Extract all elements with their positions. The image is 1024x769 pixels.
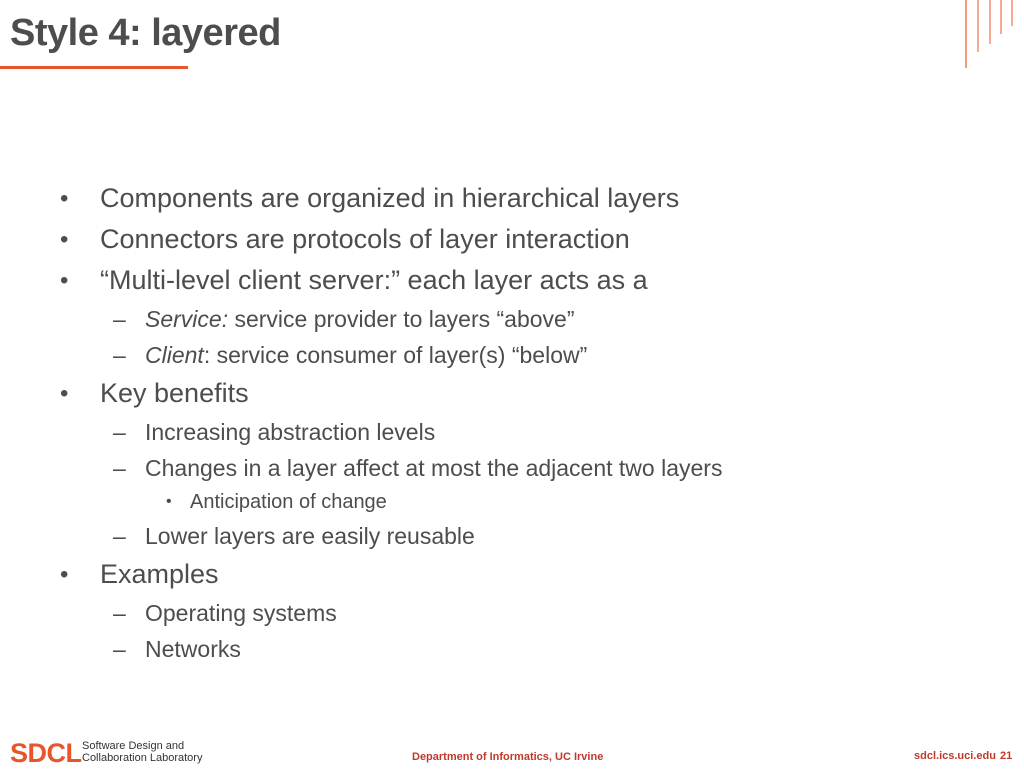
dash-marker: – (113, 419, 126, 445)
dash-marker: – (113, 342, 126, 368)
dash-marker: – (113, 455, 126, 481)
sdcl-logo: SDCL (10, 738, 82, 768)
dash-marker: – (113, 636, 126, 662)
bullet-item (0, 260, 1024, 301)
bullet-text: service provider to layers “above” (228, 306, 575, 332)
bullet-text: Networks (145, 636, 241, 662)
bullet-item (0, 554, 1024, 595)
bullet-text: Anticipation of change (190, 491, 387, 513)
bullet-text: Operating systems (145, 600, 337, 626)
sub-sub-bullet-item (0, 486, 1024, 518)
page-number: 21 (1000, 750, 1013, 762)
bullet-text: Increasing abstraction levels (145, 419, 436, 445)
sub-bullet-item (0, 414, 1024, 450)
bullet-text: : service consumer of layer(s) “below” (203, 342, 588, 368)
decorative-lines-icon (955, 0, 1024, 72)
bullet-marker: • (166, 493, 172, 510)
bullet-list (0, 178, 1024, 667)
dash-marker: – (113, 523, 126, 549)
bullet-emphasis: Service: (145, 306, 229, 332)
bullet-marker: • (60, 226, 69, 253)
sub-bullet-item (0, 301, 1024, 337)
bullet-marker: • (60, 185, 69, 212)
bullet-text: Changes in a layer affect at most the adjacent two layers (145, 455, 723, 481)
bullet-item (0, 178, 1024, 219)
slide-title: Style 4: layered (10, 12, 281, 54)
lab-name-line-1: Software Design and (82, 740, 185, 752)
department-label: Department of Informatics, UC Irvine (412, 751, 604, 763)
bullet-marker: • (60, 380, 69, 407)
bullet-text: Examples (100, 559, 219, 589)
title-underline (0, 66, 188, 69)
bullet-text: Components are organized in hierarchical layers (100, 183, 680, 213)
dash-marker: – (113, 600, 126, 626)
lab-name-line-2: Collaboration Laboratory (82, 752, 203, 764)
sub-bullet-item (0, 631, 1024, 667)
bullet-marker: • (60, 561, 69, 588)
dash-marker: – (113, 306, 126, 332)
bullet-text: Connectors are protocols of layer interaction (100, 224, 630, 254)
lab-name (82, 740, 202, 764)
bullet-marker: • (60, 267, 69, 294)
sub-bullet-item (0, 450, 1024, 486)
sub-bullet-item (0, 595, 1024, 631)
sub-bullet-item (0, 518, 1024, 554)
site-url: sdcl.ics.uci.edu (914, 750, 996, 762)
bullet-text: Lower layers are easily reusable (145, 523, 475, 549)
sub-bullet-item (0, 337, 1024, 373)
bullet-item (0, 219, 1024, 260)
bullet-text: Key benefits (100, 378, 249, 408)
bullet-text: “Multi-level client server:” each layer acts as a (100, 265, 648, 295)
bullet-item (0, 373, 1024, 414)
bullet-emphasis: Client (145, 342, 204, 368)
